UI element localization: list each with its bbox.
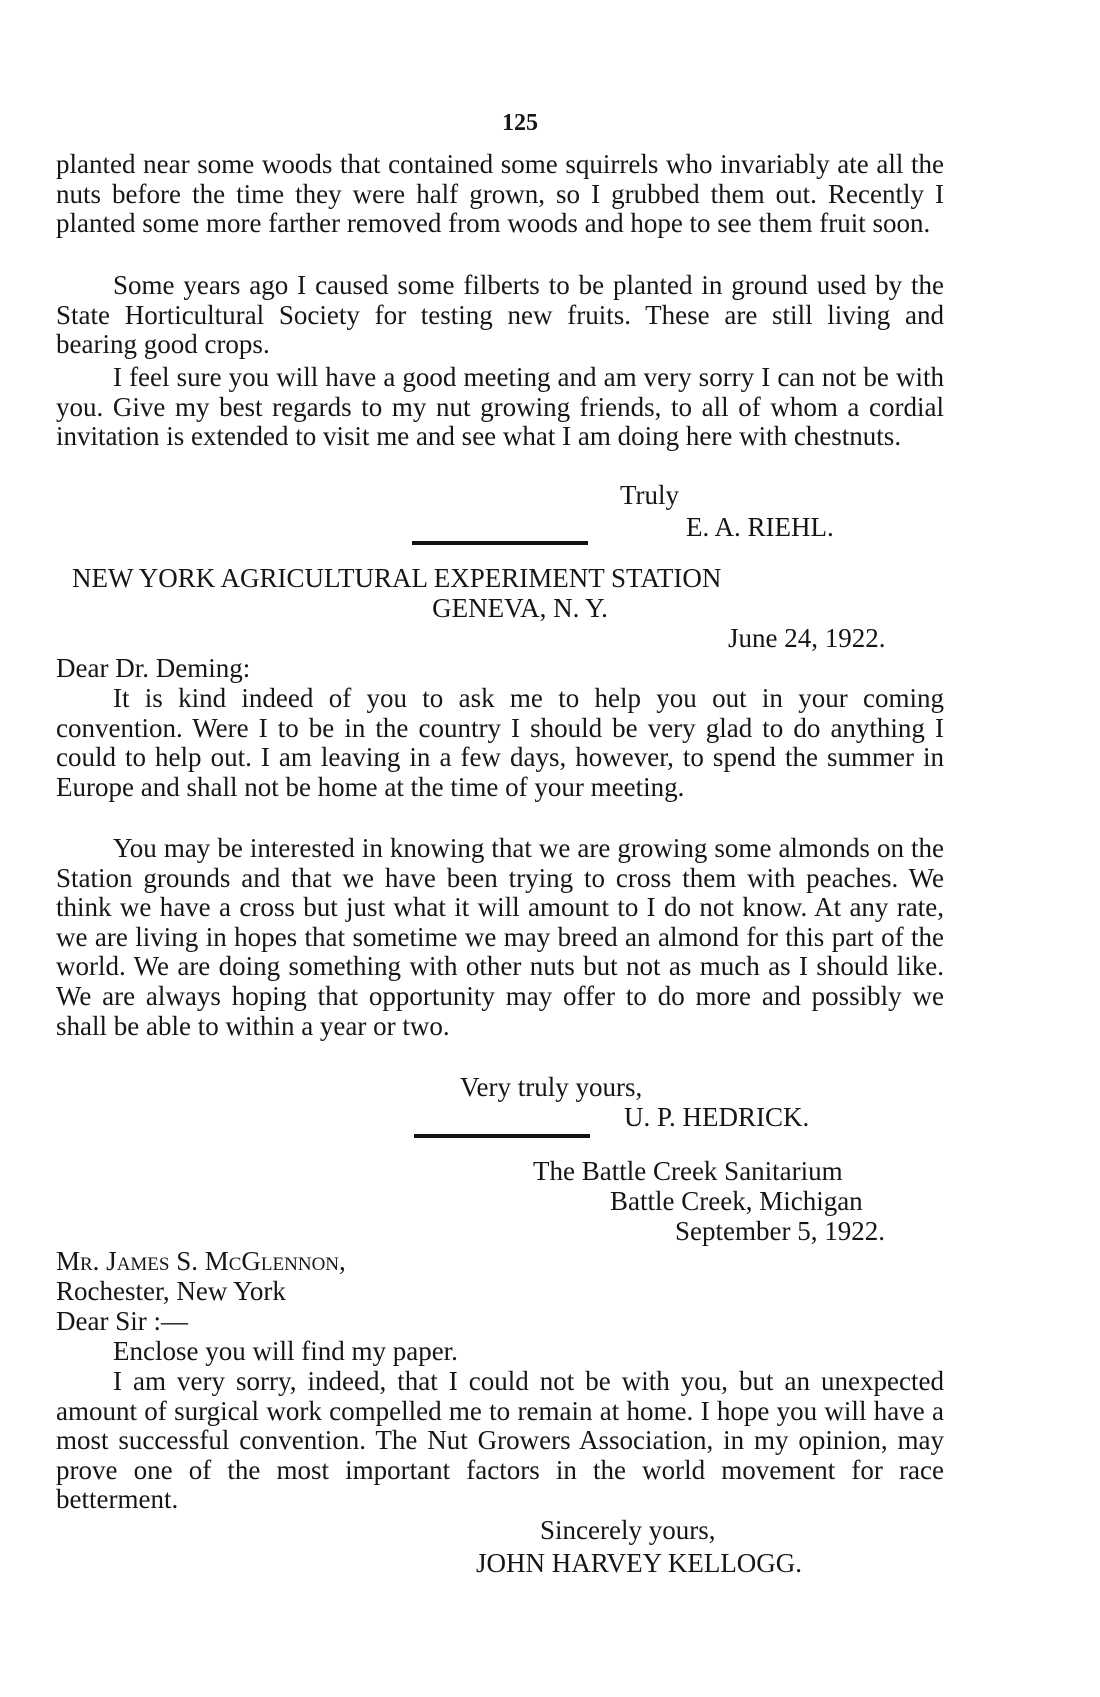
page-number: 125 [502,110,538,136]
riehl-paragraph-1: planted near some woods that contained some squirrels who invariably ate all the nuts before the time they were half grown, so I grubbed them out. Recently I planted some more farther removed from woods and hope to see them fruit soon. [56,149,944,239]
riehl-paragraph-2: Some years ago I caused some filberts to be planted in ground used by the State Horticultural Society for testing new fruits. These are still living and bearing good crops. [56,270,944,360]
section-divider [412,541,588,545]
kellogg-paragraph-1: Enclose you will find my paper. [113,1336,458,1366]
hedrick-closing: Very truly yours, [460,1072,643,1102]
hedrick-salutation: Dear Dr. Deming: [56,653,251,683]
riehl-paragraph-3: I feel sure you will have a good meeting and am very sorry I can not be with you. Give my best regards to my nut growing friends, to all of whom a cordial invitation is extended to visit me and see what I am doing here with chestnuts. [56,362,944,452]
hedrick-signature: U. P. HEDRICK. [624,1102,810,1132]
kellogg-date: September 5, 1922. [675,1216,885,1246]
hedrick-institution-heading: NEW YORK AGRICULTURAL EXPERIMENT STATION [72,563,722,593]
hedrick-date: June 24, 1922. [728,623,886,653]
kellogg-addressee: Mr. James S. McGlennon, [56,1246,346,1276]
kellogg-city: Battle Creek, Michigan [610,1186,863,1216]
hedrick-paragraph-2: You may be interested in knowing that we are growing some almonds on the Station grounds and that we have been trying to cross them with peaches. We think we have a cross but just what it will amount to I do not know. At any rate, we are living in hopes that sometime we may breed an almond for this part of the world. We are doing something with other nuts but not as much as I should like. We are always hoping that opportunity may offer to do more and possibly we shall be able to within a year or two. [56,833,944,1041]
hedrick-location: GENEVA, N. Y. [432,593,608,623]
kellogg-paragraph-2: I am very sorry, indeed, that I could not be with you, but an unexpected amount of surgical work compelled me to remain at home. I hope you will have a most successful convention. The Nut Growers Association, in my opinion, may prove one of the most important factors in the world movement for race betterment. [56,1366,944,1515]
hedrick-paragraph-1: It is kind indeed of you to ask me to help you out in your coming convention. Were I to be in the country I should be very glad to do anything I could to help out. I am leaving in a few days, however, to spend the summer in Europe and shall not be home at the time of your meeting. [56,683,944,802]
kellogg-institution: The Battle Creek Sanitarium [533,1156,843,1186]
kellogg-salutation: Dear Sir :— [56,1306,188,1336]
kellogg-closing: Sincerely yours, [540,1515,716,1545]
kellogg-address: Rochester, New York [56,1276,286,1306]
riehl-signature: E. A. RIEHL. [686,512,834,542]
kellogg-signature: JOHN HARVEY KELLOGG. [476,1548,803,1578]
riehl-closing: Truly [620,480,680,510]
section-divider [414,1134,590,1138]
